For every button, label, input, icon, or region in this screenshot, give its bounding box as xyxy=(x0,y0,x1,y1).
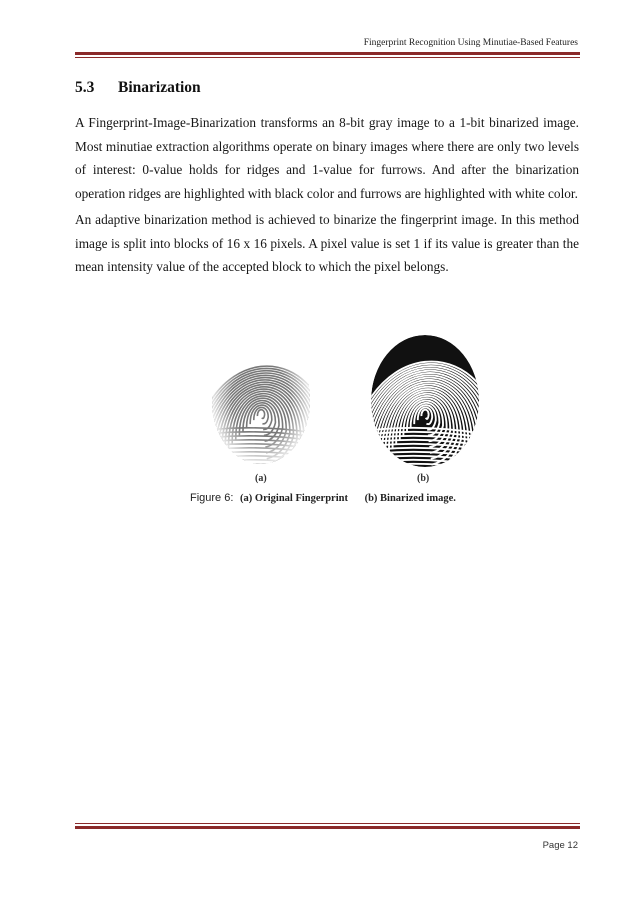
section-number: 5.3 xyxy=(75,79,95,96)
fingerprint-ridge xyxy=(203,480,331,488)
binarized-fingerprint-image xyxy=(346,335,493,515)
fingerprint-ridge xyxy=(203,464,331,472)
header-rule-thin xyxy=(75,57,580,58)
running-header: Fingerprint Recognition Using Minutiae-Based Features xyxy=(363,38,578,48)
caption-part-a: (a) Original Fingerprint xyxy=(240,493,348,504)
footer-rule-thin xyxy=(75,823,580,824)
section-title: Binarization xyxy=(118,79,201,96)
paragraph-2: An adaptive binarization method is achieved to binarize the fingerprint image. In this method image is split into blocks of 16 x 16 pixels. A pixel value is set 1 if its value is greater than the mean intensity value of the accepted block to which the pixel belongs. xyxy=(75,212,579,274)
caption-prefix: Figure 6: xyxy=(190,492,234,504)
figure-label-a: (a) xyxy=(255,473,267,484)
figure-caption xyxy=(190,492,456,504)
caption-part-b: (b) Binarized image. xyxy=(364,493,456,504)
paragraph-1: A Fingerprint-Image-Binarization transforms an 8-bit gray image to a 1-bit binarized image. Most minutiae extraction algorithms operate on binary images where there are only two levels of interest: 0-value holds for ridges and 1-value for furrows. And after the binarization operation ridges are highlighted with black color and furrows are highlighted with white color. xyxy=(75,115,579,201)
fingerprint-ridge xyxy=(203,468,331,476)
footer-rule-thick xyxy=(75,826,580,829)
figure-label-b: (b) xyxy=(417,473,430,484)
header-rule-thick xyxy=(75,52,580,55)
fingerprint-ridge xyxy=(203,476,331,484)
fingerprint-images xyxy=(203,330,493,515)
section-heading xyxy=(75,79,201,97)
original-fingerprint-image xyxy=(203,338,333,515)
fingerprint-figure xyxy=(203,330,493,515)
page-number: Page 12 xyxy=(542,840,578,851)
fingerprint-ridge xyxy=(203,472,331,480)
